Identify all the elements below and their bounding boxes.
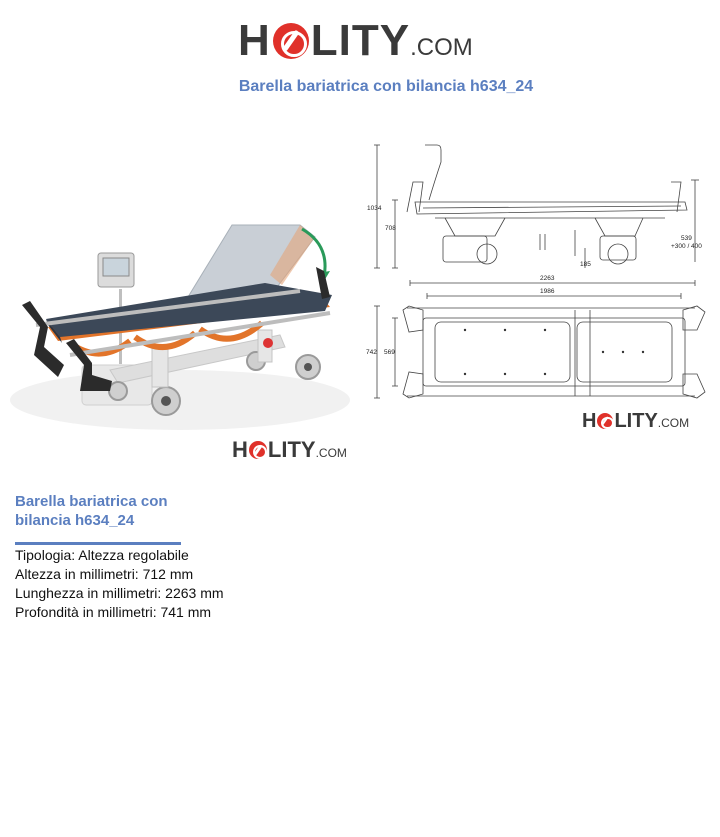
spec-length: Lunghezza in millimetri: 2263 mm [15,585,224,601]
logo-o-mark-icon [249,441,267,459]
logo-o-mark-icon [597,413,613,429]
holity-logo[interactable] [238,18,473,64]
logo-letters-lity: LITY [267,437,316,462]
dim-total-height: 1034 [367,205,382,212]
dim-length-total: 2263 [540,275,555,282]
spec-height: Altezza in millimetri: 712 mm [15,566,194,582]
spec-typology: Tipologia: Altezza regolabile [15,547,189,563]
logo-suffix: .COM [657,416,690,430]
dim-wheel-gap: 185 [580,261,591,268]
dim-top-right-range: +300 / 400 [671,243,702,250]
logo-letter-h: H [582,410,597,432]
logo-suffix: .COM [315,446,347,460]
page-title: Barella bariatrica con bilancia h634_24 [238,78,534,95]
spec-list [15,546,224,622]
logo-o-mark-icon [273,23,309,59]
technical-drawing [365,140,720,408]
logo-letter-h: H [238,16,271,65]
dim-top-right: 539 [681,235,692,242]
product-photo [0,215,362,465]
section-divider [15,542,181,545]
logo-letter-h: H [232,437,248,462]
spec-depth: Profondità in millimetri: 741 mm [15,604,212,620]
logo-suffix: .COM [410,34,473,61]
logo-letters-lity: LITY [310,16,411,65]
dim-width-total: 742 [366,349,377,356]
dim-length-inner: 1986 [540,288,555,295]
logo-letters-lity: LITY [614,410,658,432]
dim-deck-height: 708 [385,225,396,232]
dim-width-inner: 569 [384,349,395,356]
product-name: Barella bariatrica con bilancia h634_24 [15,493,168,529]
holity-logo-photo [232,438,347,465]
holity-logo-drawing [582,410,689,434]
